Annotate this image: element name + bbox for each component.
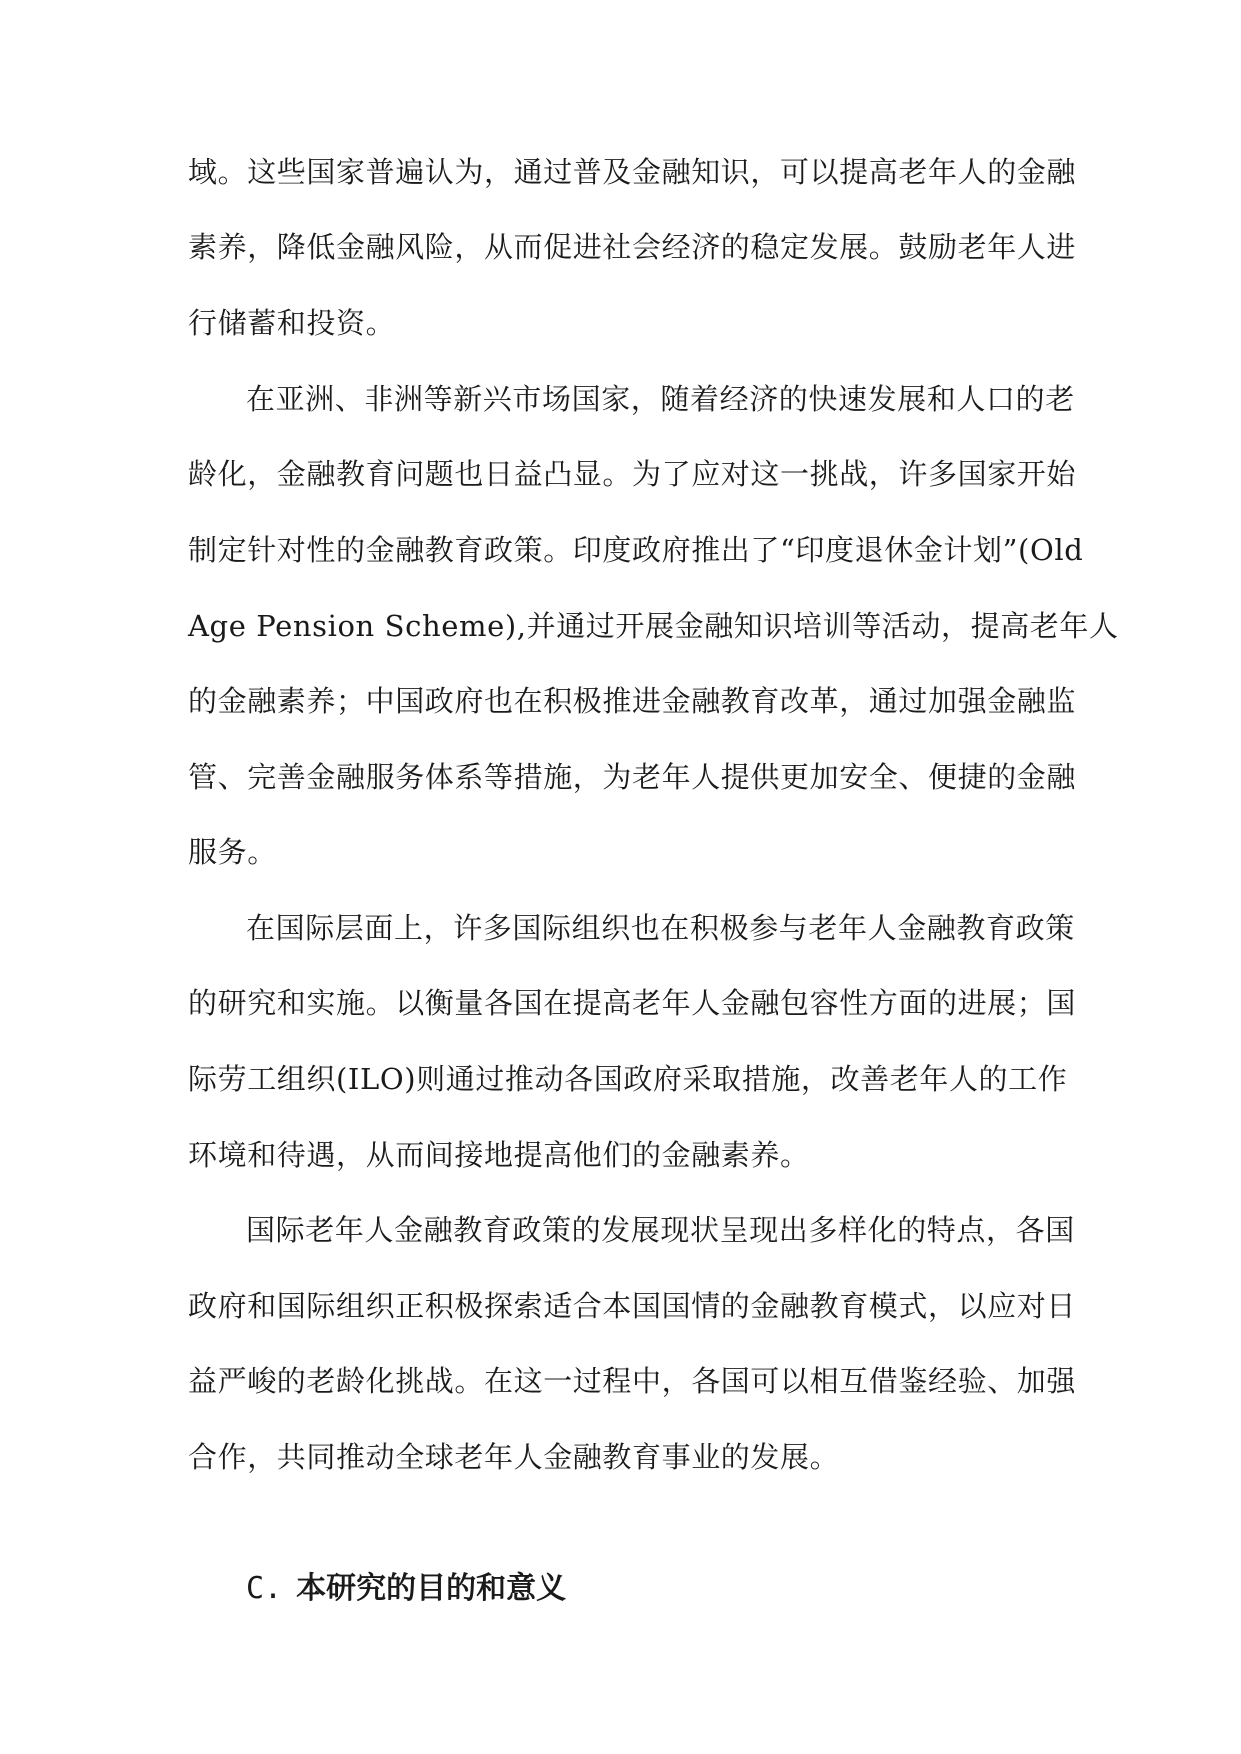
paragraph-line: 环境和待遇，从而间接地提高他们的金融素养。	[188, 1138, 810, 1172]
section-title: 本研究的目的和意义	[296, 1571, 567, 1606]
paragraph-line: 际劳工组织(ILO)则通过推动各国政府采取措施，改善老年人的工作	[188, 1062, 1068, 1096]
paragraph-line: 在国际层面上，许多国际组织也在积极参与老年人金融教育政策	[246, 911, 1075, 945]
section-heading	[246, 1567, 566, 1611]
paragraph-line: 服务。	[188, 835, 277, 869]
paragraph-line: 素养，降低金融风险，从而促进社会经济的稳定发展。鼓励老年人进	[188, 230, 1077, 264]
paragraph-line: 龄化，金融教育问题也日益凸显。为了应对这一挑战，许多国家开始	[188, 457, 1077, 491]
section-number: C.	[246, 1571, 283, 1606]
paragraph-line: 在亚洲、非洲等新兴市场国家，随着经济的快速发展和人口的老	[246, 382, 1075, 416]
paragraph-line: 域。这些国家普遍认为，通过普及金融知识，可以提高老年人的金融	[188, 155, 1077, 189]
paragraph-line: 制定针对性的金融教育政策。印度政府推出了“印度退休金计划”(Old	[188, 533, 1084, 567]
paragraph-line: 管、完善金融服务体系等措施，为老年人提供更加安全、便捷的金融	[188, 760, 1077, 794]
paragraph-line: 行储蓄和投资。	[188, 306, 396, 340]
paragraph-line: 国际老年人金融教育政策的发展现状呈现出多样化的特点，各国	[246, 1213, 1075, 1247]
paragraph-line: Age Pension Scheme),并通过开展金融知识培训等活动，提高老年人	[188, 609, 1119, 643]
paragraph-line: 的研究和实施。以衡量各国在提高老年人金融包容性方面的进展；国	[188, 986, 1077, 1020]
paragraph-line: 政府和国际组织正积极探索适合本国国情的金融教育模式，以应对日	[188, 1289, 1077, 1323]
paragraph-line: 益严峻的老龄化挑战。在这一过程中，各国可以相互借鉴经验、加强	[188, 1364, 1077, 1398]
paragraph-line: 的金融素养；中国政府也在积极推进金融教育改革，通过加强金融监	[188, 684, 1077, 718]
paragraph-line: 合作，共同推动全球老年人金融教育事业的发展。	[188, 1440, 840, 1474]
